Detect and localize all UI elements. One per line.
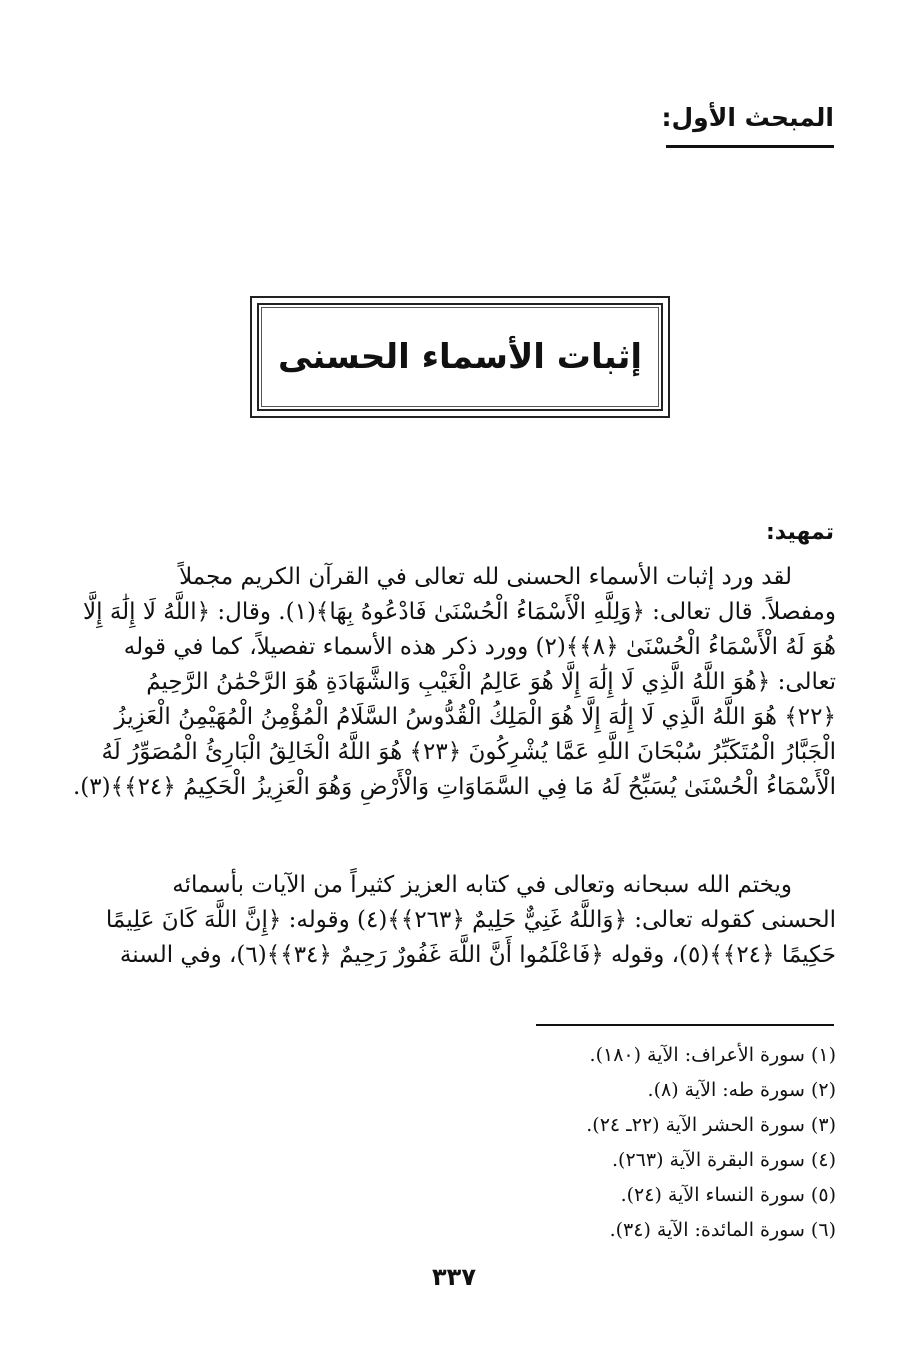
text-line: حَكِيمًا ﴿٢٤﴾﴾(٥)، وقوله ﴿فَاعْلَمُوا أَنَّ اللَّهَ غَفُورٌ رَحِيمٌ ﴿٣٤﴾﴾(٦)، وفي السنة xyxy=(119,942,836,968)
introduction-subheading: تمهيد: xyxy=(765,520,834,545)
section-heading-underline xyxy=(666,145,834,148)
footnote: (١) سورة الأعراف: الآية (١٨٠). xyxy=(589,1044,836,1066)
text-line: ومفصلاً. قال تعالى: ﴿وَلِلَّهِ الْأَسْمَاءُ الْحُسْنَىٰ فَادْعُوهُ بِهَا﴾(١). وقال: ﴿اللَّهُ لَا إِلَٰهَ إِلَّا xyxy=(83,599,836,625)
footnote: (٢) سورة طه: الآية (٨). xyxy=(647,1079,836,1101)
footnote: (٤) سورة البقرة الآية (٢٦٣). xyxy=(611,1149,836,1171)
footnote: (٦) سورة المائدة: الآية (٣٤). xyxy=(609,1219,836,1241)
text-line: الْجَبَّارُ الْمُتَكَبِّرُ سُبْحَانَ اللَّهِ عَمَّا يُشْرِكُونَ ﴿٢٣﴾ هُوَ اللَّهُ الْخَالِقُ الْبَارِئُ الْمُصَوِّرُ لَهُ xyxy=(101,739,836,765)
text-line: تعالى: ﴿هُوَ اللَّهُ الَّذِي لَا إِلَٰهَ إِلَّا هُوَ عَالِمُ الْغَيْبِ وَالشَّهَادَةِ هُوَ الرَّحْمَٰنُ الرَّحِيمُ xyxy=(146,669,836,695)
text-line: هُوَ لَهُ الْأَسْمَاءُ الْحُسْنَىٰ ﴿٨﴾﴾(٢) وورد ذكر هذه الأسماء تفصيلاً، كما في قوله xyxy=(123,634,836,660)
text-line: لقد ورد إثبات الأسماء الحسنى لله تعالى في القرآن الكريم مجملاً xyxy=(179,564,792,590)
footnote-separator xyxy=(536,1024,834,1026)
footnote: (٣) سورة الحشر الآية (٢٢ـ ٢٤). xyxy=(586,1114,836,1136)
title-frame xyxy=(250,296,670,418)
page-number: ٣٣٧ xyxy=(432,1263,476,1291)
footnote: (٥) سورة النساء الآية (٢٤). xyxy=(620,1184,836,1206)
text-line: ﴿٢٢﴾ هُوَ اللَّهُ الَّذِي لَا إِلَٰهَ إِلَّا هُوَ الْمَلِكُ الْقُدُّوسُ السَّلَامُ الْمُؤْمِنُ الْمُهَيْمِنُ الْعَزِيزُ xyxy=(114,704,836,730)
section-heading: المبحث الأول: xyxy=(661,103,834,132)
text-line: الْأَسْمَاءُ الْحُسْنَىٰ يُسَبِّحُ لَهُ مَا فِي السَّمَاوَاتِ وَالْأَرْضِ وَهُوَ الْعَزِيزُ الْحَكِيمُ ﴿٢٤﴾﴾(٣). xyxy=(72,774,836,800)
chapter-title: إثبات الأسماء الحسنى xyxy=(257,303,663,411)
text-line: الحسنى كقوله تعالى: ﴿وَاللَّهُ غَنِيٌّ حَلِيمٌ ﴿٢٦٣﴾﴾(٤) وقوله: ﴿إِنَّ اللَّهَ كَانَ عَلِيمًا xyxy=(105,907,836,933)
body-paragraph-1 xyxy=(72,560,836,805)
text-line: ويختم الله سبحانه وتعالى في كتابه العزيز كثيراً من الآيات بأسمائه xyxy=(172,872,792,898)
footnotes-list xyxy=(416,1038,836,1248)
body-paragraph-2 xyxy=(92,868,836,973)
